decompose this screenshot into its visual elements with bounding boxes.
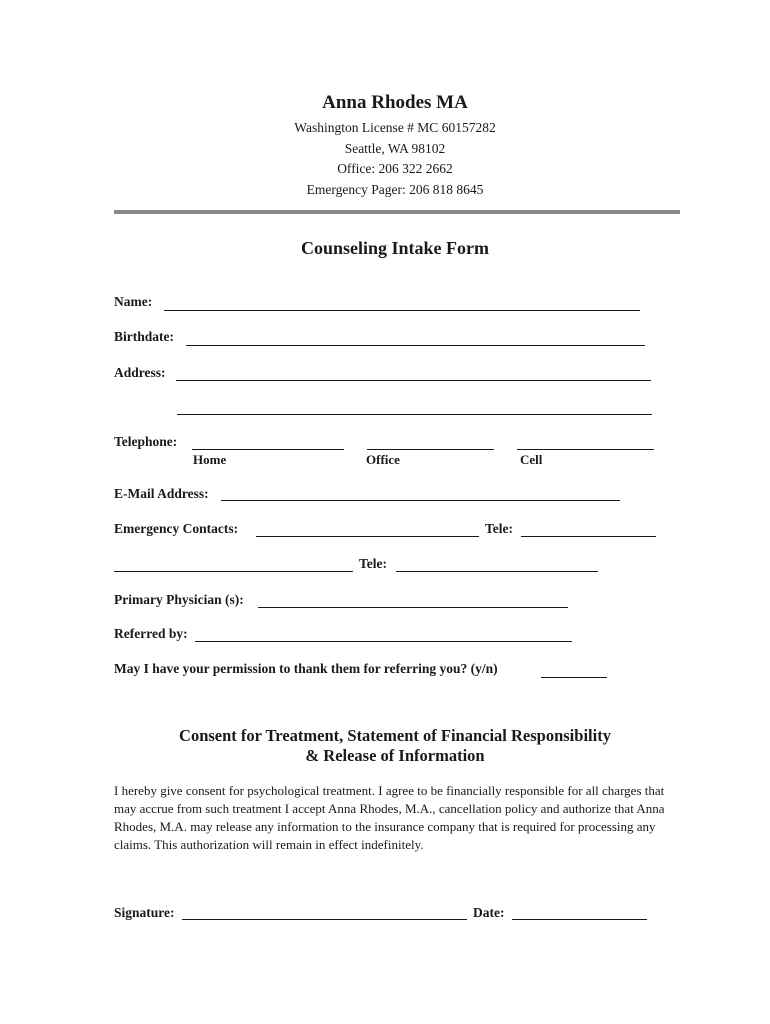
birthdate-label: Birthdate: [114, 329, 174, 344]
email-label: E-Mail Address: [114, 486, 209, 501]
physician-field[interactable] [258, 607, 568, 608]
telephone-label: Telephone: [114, 434, 178, 449]
emergency-tele-1-field[interactable] [521, 536, 656, 537]
address-field-line1[interactable] [176, 380, 651, 381]
emergency-contact-2-field[interactable] [114, 571, 353, 572]
name-label: Name: [114, 294, 153, 309]
consent-title-line1: Consent for Treatment, Statement of Financial Responsibility [179, 726, 611, 745]
emergency-tele-2-label: Tele: [359, 556, 387, 571]
header-divider [114, 210, 680, 214]
permission-answer-field[interactable] [541, 677, 607, 678]
consent-paragraph: I hereby give consent for psychological treatment. I agree to be financially responsible for all charges that may accrue from such treatment I accept Anna Rhodes, M.A., cancellation policy and authorize that Anna Rhodes, M.A. may release any information to the insurance company that is required for processing any claims. This authorization will remain in effect indefinitely. [114, 783, 665, 852]
telephone-home-field[interactable] [192, 449, 344, 450]
email-field[interactable] [221, 500, 620, 501]
pager-line: Emergency Pager: 206 818 8645 [306, 182, 484, 197]
telephone-cell-field[interactable] [517, 449, 654, 450]
permission-question: May I have your permission to thank them for referring you? (y/n) [114, 661, 498, 676]
date-label: Date: [473, 905, 505, 920]
name-field[interactable] [164, 310, 640, 311]
telephone-office-caption: Office [366, 452, 400, 467]
practitioner-name: Anna Rhodes MA [322, 92, 468, 113]
form-title: Counseling Intake Form [300, 238, 489, 258]
emergency-tele-2-field[interactable] [396, 571, 598, 572]
telephone-office-field[interactable] [367, 449, 494, 450]
city-line: Seattle, WA 98102 [344, 141, 446, 156]
telephone-cell-caption: Cell [520, 452, 543, 467]
signature-label: Signature: [114, 905, 175, 920]
address-field-line2[interactable] [177, 414, 652, 415]
date-field[interactable] [512, 919, 647, 920]
birthdate-field[interactable] [186, 345, 645, 346]
license-line: Washington License # MC 60157282 [294, 120, 496, 135]
office-phone-line: Office: 206 322 2662 [337, 161, 453, 176]
emergency-contacts-label: Emergency Contacts: [114, 521, 239, 536]
telephone-home-caption: Home [193, 452, 227, 467]
referred-by-label: Referred by: [114, 626, 188, 641]
emergency-contact-1-field[interactable] [256, 536, 479, 537]
address-label: Address: [114, 365, 166, 380]
referred-by-field[interactable] [195, 641, 572, 642]
emergency-tele-1-label: Tele: [485, 521, 513, 536]
physician-label: Primary Physician (s): [114, 592, 244, 607]
signature-field[interactable] [182, 919, 467, 920]
consent-title-line2: & Release of Information [305, 746, 485, 765]
